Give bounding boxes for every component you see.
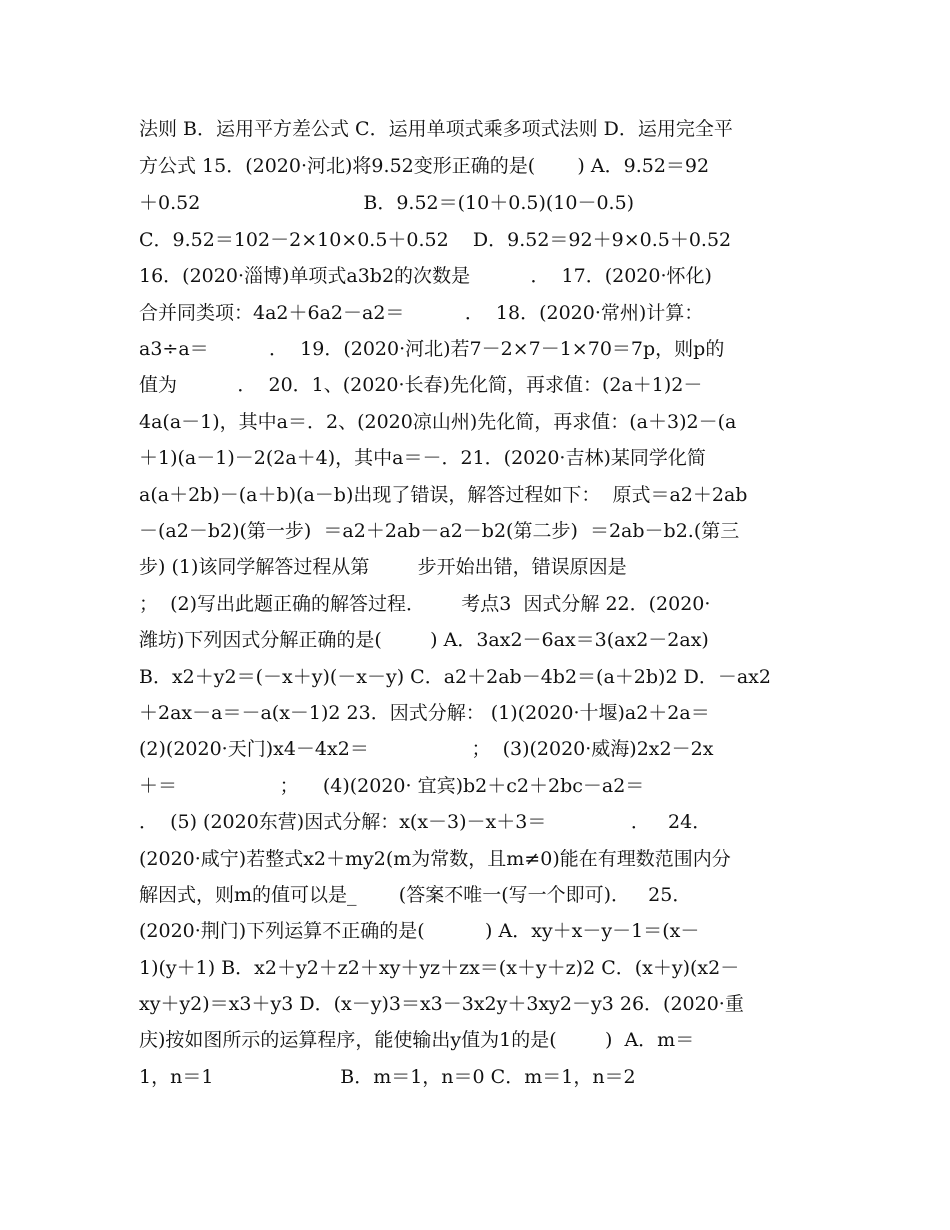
text-line: a3÷a＝ ． 19．(2020·河北)若7－2×7－1×70＝7p，则p的 xyxy=(139,338,725,360)
text-line: B．x2＋y2＝(－x＋y)(－x－y) C．a2＋2ab－4b2＝(a＋2b)2 D．－ax2 xyxy=(139,666,771,688)
text-line: 1)(y＋1) B．x2＋y2＋z2＋xy＋yz＋zx＝(x＋y＋z)2 C．(x＋y)(x2－ xyxy=(139,957,740,979)
text-line: 解因式，则m的值可以是_ (答案不唯一(写一个即可)． 25． xyxy=(139,884,692,906)
text-line: 值为 ． 20．1、(2020·长春)先化简，再求值：(2a＋1)2－ xyxy=(139,374,703,396)
text-line: (2)(2020·天门)x4－4x2＝ ； (3)(2020·威海)2x2－2x xyxy=(139,738,714,760)
text-line: ＋2ax－a＝－a(x－1)2 23．因式分解： (1)(2020·十堰)a2＋2a＝ xyxy=(139,702,710,724)
text-line: 潍坊)下列因式分解正确的是( ) A．3ax2－6ax＝3(ax2－2ax) xyxy=(139,629,709,651)
text-line: ＋1)(a－1)－2(2a＋4)，其中a＝－．21．(2020·吉林)某同学化简 xyxy=(139,447,706,469)
text-line: C．9.52＝102－2×10×0.5＋0.52 D．9.52＝92＋9×0.5＋0.52 xyxy=(139,229,732,251)
text-line: (2020·荆门)下列运算不正确的是( ) A．xy＋x－y－1＝(x－ xyxy=(139,920,700,942)
text-line: (2020·咸宁)若整式x2＋my2(m为常数，且m≠0)能在有理数范围内分 xyxy=(139,848,731,870)
text-line: 1，n＝1 B．m＝1，n＝0 C．m＝1，n＝2 xyxy=(139,1066,636,1088)
text-line: －(a2－b2)(第一步) ＝a2＋2ab－a2－b2(第二步) ＝2ab－b2.(第三 xyxy=(139,520,740,542)
text-line: 方公式 15．(2020·河北)将9.52变形正确的是( ) A．9.52＝92 xyxy=(139,155,710,177)
text-line: 4a(a－1)，其中a＝．2、(2020凉山州)先化简，再求值：(a＋3)2－(a xyxy=(139,411,737,433)
text-line: a(a＋2b)－(a＋b)(a－b)出现了错误，解答过程如下： 原式＝a2＋2ab xyxy=(139,484,748,506)
text-line: ＋＝ ； (4)(2020· 宜宾)b2＋c2＋2bc－a2＝ xyxy=(139,775,645,797)
text-line: 16．(2020·淄博)单项式a3b2的次数是 ． 17．(2020·怀化) xyxy=(139,265,712,287)
text-line: 步) (1)该同学解答过程从第 步开始出错，错误原因是 xyxy=(139,556,627,578)
text-line: 法则 B．运用平方差公式 C．运用单项式乘多项式法则 D．运用完全平 xyxy=(139,118,733,140)
text-line: xy＋y2)＝x3＋y3 D．(x－y)3＝x3－3x2y＋3xy2－y3 26．(2020·重 xyxy=(139,993,744,1015)
text-line: 合并同类项：4a2＋6a2－a2＝ ． 18．(2020·常州)计算： xyxy=(139,302,704,324)
text-line: 庆)按如图所示的运算程序，能使输出y值为1的是( ) A．m＝ xyxy=(139,1029,695,1051)
text-line: ． (5) (2020东营)因式分解：x(x－3)－x＋3＝ ． 24． xyxy=(139,811,712,833)
text-line: ＋0.52 B．9.52＝(10＋0.5)(10－0.5) xyxy=(139,192,635,214)
text-line: ； (2)写出此题正确的解答过程． 考点3 因式分解 22．(2020· xyxy=(139,593,711,615)
